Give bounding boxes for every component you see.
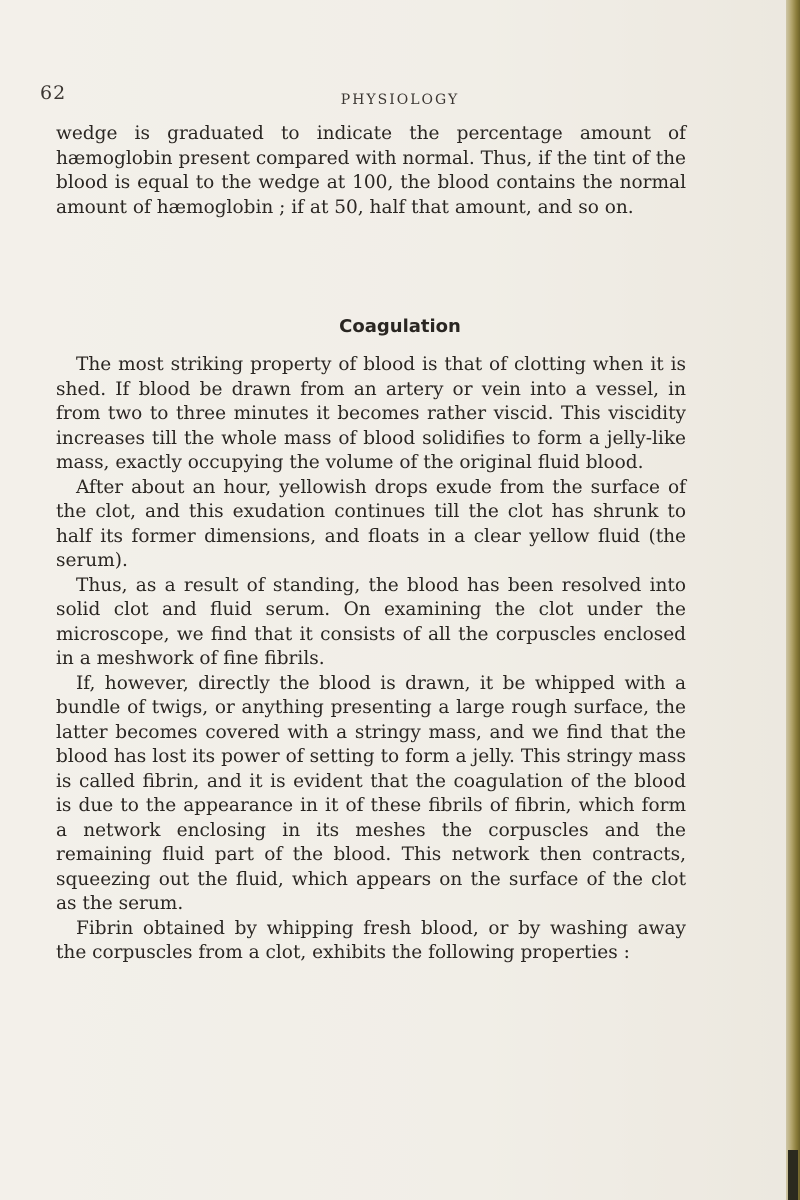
intro-paragraph: wedge is graduated to indicate the percentage amount of hæmoglobin present compared with normal. Thus, if the tint of the blood is equal to the wedge at 100, the blood contains the normal amount of hæmoglobin ; if at 50, half that amount, and so on. [56,123,686,218]
page-binding-edge [786,0,800,1200]
paragraph-properties: Fibrin obtained by whipping fresh blood, or by washing away the corpuscles from a clot, exhibits the following properties : [56,917,686,963]
paragraph-clot-serum: Thus, as a result of standing, the blood has been resolved into solid clot and fluid serum. On examining the clot under the microscope, we find that it consists of all the corpuscles enclosed in a meshwork of fine fibrils. [56,574,686,669]
section-heading: Coagulation [339,316,461,337]
paragraph-clotting: The most striking property of blood is that of clotting when it is shed. If blood be drawn from an artery or vein into a vessel, in from two to three minutes it becomes rather viscid. This viscidity increases till the whole mass of blood solidifies to form a jelly-like mass, exactly occupying the volume of the original fluid blood. [56,354,686,473]
page-number: 62 [40,82,67,104]
paragraph-fibrin: If, however, directly the blood is drawn, it be whipped with a bundle of twigs, or anything presenting a large rough surface, the latter becomes covered with a stringy mass, and we find that the blood has lost its power of setting to form a jelly. This stringy mass is called fibrin, and it is evident that the coagulation of the blood is due to the appearance in it of these fibrils of fibrin, which form a network enclosing in its meshes the corpuscles and the remaining fluid part of the blood. This network then contracts, squeezing out the fluid, which appears on the surface of the clot as the serum. [56,672,686,914]
running-head: PHYSIOLOGY [340,92,460,108]
intro-text-block [56,122,686,220]
binding-shadow [788,1150,798,1200]
section-body [56,353,686,966]
paragraph-exudation: After about an hour, yellowish drops exude from the surface of the clot, and this exudation continues till the clot has shrunk to half its former dimensions, and floats in a clear yellow fluid (the serum). [56,476,686,571]
